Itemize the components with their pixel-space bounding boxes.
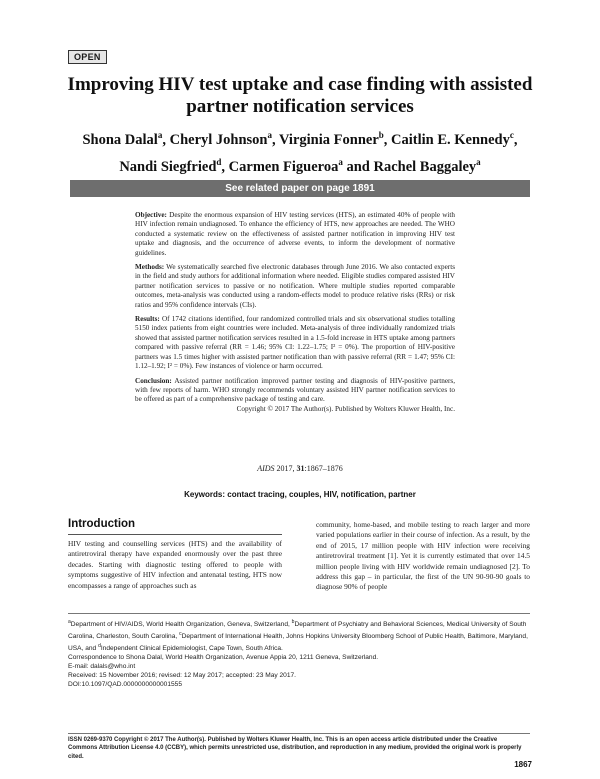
journal-citation: AIDS 2017, 31:1867–1876	[257, 464, 343, 473]
article-title: Improving HIV test uptake and case finding with assisted partner notification services	[67, 74, 533, 117]
license-divider	[68, 733, 530, 734]
affiliations: $^a$Department of HIV/AIDS, World Health Organization, Geneva, Switzerland, $^b$Department of Psychiatry and Behavioral Sciences, Medical University of South Carolina, Charleston, South Carolina, $^c$Department of International Health, Johns Hopkins University Bloomberg School of Public Health, Baltimore, Maryland, USA, and $^d$Independent Clinical Epidemiologist, Cape Town, South Africa.	[68, 619, 528, 653]
doi[interactable]: DOI:10.1097/QAD.0000000000001555	[68, 681, 183, 688]
intro-text-left: HIV testing and counselling services (HTS) and the availability of antiretroviral therapy have expanded enormously over the past three decades. Starting with diagnostic testing offered to people with symptoms suggestive of HIV infection and antenatal testing, HTS now encompasses a range of approaches such as	[68, 539, 282, 590]
author: Shona Dalal$^a$,	[82, 130, 170, 148]
correspondence: Correspondence to Shona Dalal, World Health Organization, Avenue Appia 20, 1211 Geneva, Switzerland.	[68, 654, 379, 662]
keywords: Keywords: contact tracing, couples, HIV, notification, partner	[184, 490, 416, 499]
section-heading-introduction: Introduction	[68, 518, 136, 530]
abstract	[135, 211, 455, 414]
license-text: ISSN 0269-9370 Copyright © 2017 The Author(s). Published by Wolters Kluwer Health, Inc. This is an open access article distributed under the Creative Commons Attribution License 4.0 (CCBY), which permits unrestricted use, distribution, and reproduction in any medium, provided the original work is properly cited.	[68, 737, 522, 760]
author: Nandi Siegfried$^d$,	[119, 156, 229, 175]
intro-text-right: community, home-based, and mobile testing to reach larger and more varied populations earlier in their course of infection. As a result, by the end of 2015, 17 million people with HIV infection were receiving antiretroviral treatment [1]. Yet it is currently estimated that over 14.5 million people living with HIV worldwide remain undiagnosed [2]. To address this gap – in particular, the first of the UN 90-90-90 goals to diagnose 90% of people	[316, 520, 530, 592]
abstract-results: Results: Of 1742 citations identified, four randomized controlled trials and six observational studies totalling 5150 index patients from eight countries were included. Meta-analysis of three individually randomized trials showed that assisted partner notification services resulted in a 1.5-fold increase in HTS uptake among partners compared with passive referral (RR = 1.46; 95% CI: 1.22–1.75; I² = 0%). The proportion of HIV-positive partners was 1.5 times higher with assisted partner notification than with passive referral (RR = 1.47; 95% CI: 1.12–1.92; I² = 0%). Few instances of violence or harm occurred.	[135, 315, 455, 371]
author: Carmen Figueroa$^a$ and	[228, 156, 374, 175]
abstract-conclusion: Conclusion: Assisted partner notification improved partner testing and diagnosis of HIV-positive partners, with few reports of harm. WHO strongly recommends voluntary assisted HIV partner notification services to be offered as part of a comprehensive package of testing and care. Copyright © 2017 The Author(s). Published by Wolters Kluwer Health, Inc.	[135, 376, 455, 413]
related-paper-link[interactable]: See related paper on page 1891	[70, 180, 530, 197]
footnotes	[68, 618, 538, 690]
footnote-divider	[68, 613, 530, 614]
author: Virginia Fonner$^b$,	[279, 130, 392, 148]
abstract-methods: Methods: We systematically searched five electronic databases through June 2016. We also contacted experts in the field and study authors for additional information where needed. Eligible studies compared assisted HIV partner notification services to passive or no notification. Where multiple studies reported comparable outcomes, meta-analysis was conducted using a random-effects model to produce relative risks (RRs) or risk ratios and 95% confidence intervals (CIs).	[135, 263, 455, 309]
open-access-badge: OPEN	[68, 50, 107, 64]
author: Rachel Baggaley$^a$	[373, 156, 481, 175]
author-list	[60, 124, 540, 178]
email[interactable]: E-mail: dalals@who.int	[68, 663, 136, 671]
received-dates: Received: 15 November 2016; revised: 12 May 2017; accepted: 23 May 2017.	[68, 672, 296, 680]
abstract-objective: Objective: Despite the enormous expansion of HIV testing services (HTS), an estimated 40% of people with HIV infection remain undiagnosed. To enhance the efficiency of HTS, new approaches are needed. The WHO conducted a systematic review on the effectiveness of assisted partner notification in improving HIV test uptake and diagnosis, and the occurrence of adverse events, to inform the development of normative guidelines.	[135, 211, 456, 257]
heading-rule	[68, 534, 282, 535]
page-number: 1867	[514, 760, 532, 769]
author: Cheryl Johnson$^a$,	[169, 130, 279, 148]
abstract-copyright: Copyright © 2017 The Author(s). Published by Wolters Kluwer Health, Inc.	[236, 404, 455, 413]
author: Caitlin E. Kennedy$^c$,	[391, 130, 518, 148]
